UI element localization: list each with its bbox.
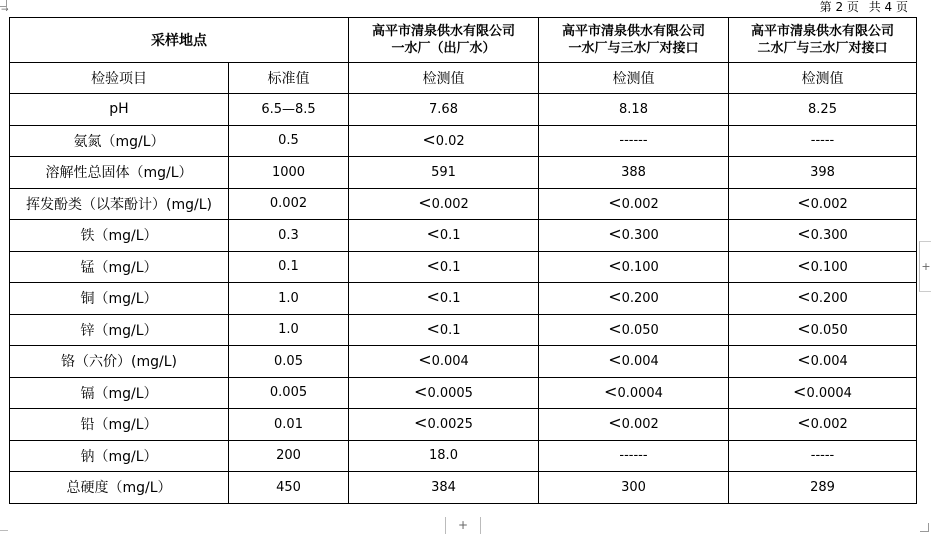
column-header-item[interactable]: 检验项目	[10, 63, 229, 94]
cell-value: 0.300	[810, 228, 848, 244]
cell-value: 398	[810, 164, 835, 180]
company-header-1[interactable]: 高平市清泉供水有限公司 一水厂（出厂水）	[349, 18, 539, 63]
cell-value: 铬（六价）(mg/L)	[61, 354, 177, 371]
item-name-cell[interactable]	[10, 251, 229, 283]
less-than-symbol: <	[604, 381, 618, 401]
cell-value: 铜（mg/L）	[80, 291, 158, 308]
measured-value-cell-2[interactable]	[539, 409, 729, 441]
less-than-symbol: <	[418, 350, 432, 370]
item-name-cell[interactable]	[10, 125, 229, 157]
cell-value: 0.200	[810, 291, 848, 307]
measured-value-cell-2[interactable]	[539, 314, 729, 346]
item-name-cell[interactable]	[10, 409, 229, 441]
less-than-symbol: <	[414, 381, 428, 401]
measured-value-cell-3[interactable]	[729, 377, 917, 409]
measured-value-cell-2[interactable]	[539, 283, 729, 315]
cell-value: 0.1	[278, 259, 299, 275]
table-row	[10, 188, 917, 220]
cell-value: 0.004	[431, 354, 469, 370]
cell-value: 锌（mg/L）	[80, 322, 158, 339]
cell-value: pH	[109, 101, 129, 118]
cell-value: 0.01	[274, 416, 303, 432]
cell-value: 0.5	[278, 133, 299, 149]
cell-value: 镉（mg/L）	[80, 385, 158, 402]
measured-value-cell-2[interactable]	[539, 188, 729, 220]
table-row	[10, 125, 917, 157]
item-name-cell[interactable]	[10, 94, 229, 126]
less-than-symbol: <	[426, 224, 440, 244]
cell-value: 0.100	[810, 259, 848, 275]
cell-value: 0.005	[269, 385, 308, 401]
measured-value-cell-1[interactable]	[349, 472, 539, 504]
cell-value: 0.050	[621, 322, 659, 338]
cell-value: 0.004	[621, 354, 659, 370]
table-row	[10, 94, 917, 126]
cell-value: 0.004	[810, 354, 848, 370]
resize-handle-icon[interactable]	[920, 523, 929, 532]
less-than-symbol: <	[797, 224, 811, 244]
cell-value: 8.18	[619, 101, 648, 117]
cell-value: 1.0	[278, 290, 299, 306]
less-than-symbol: <	[426, 255, 440, 275]
measured-value-cell-3[interactable]	[729, 409, 917, 441]
cell-value: 0.1	[439, 259, 461, 275]
column-header-standard[interactable]: 标准值	[229, 63, 349, 94]
measured-value-cell-1[interactable]	[349, 188, 539, 220]
cell-value: 铅（mg/L）	[80, 417, 158, 434]
cell-value: 289	[810, 479, 835, 495]
company-header-2[interactable]: 高平市清泉供水有限公司 一水厂与三水厂对接口	[539, 18, 729, 63]
page-current: 第 2 页	[819, 0, 859, 14]
item-name-cell[interactable]	[10, 346, 229, 378]
item-name-cell[interactable]	[10, 440, 229, 472]
standard-value-cell[interactable]	[229, 377, 349, 409]
measured-value-cell-1[interactable]	[349, 440, 539, 472]
add-column-button[interactable]: +	[919, 241, 931, 292]
less-than-symbol: <	[797, 318, 811, 338]
cell-value: 0.02	[435, 133, 465, 149]
table-row	[10, 440, 917, 472]
measured-value-cell-1[interactable]	[349, 377, 539, 409]
standard-value-cell[interactable]	[229, 440, 349, 472]
measured-value-cell-2[interactable]	[539, 440, 729, 472]
measured-value-cell-1[interactable]	[349, 409, 539, 441]
cell-value: 200	[276, 448, 301, 464]
cell-value: 挥发酚类（以苯酚计）(mg/L)	[26, 196, 212, 213]
measured-value-cell-3[interactable]	[729, 157, 917, 189]
cell-value: -----	[810, 133, 835, 149]
standard-value-cell[interactable]	[229, 157, 349, 189]
measured-value-cell-3[interactable]	[729, 314, 917, 346]
table-row	[10, 220, 917, 252]
cell-value: 1000	[271, 164, 306, 180]
less-than-symbol: <	[797, 413, 811, 433]
measured-value-cell-1[interactable]	[349, 314, 539, 346]
cell-value: 0.1	[439, 291, 461, 307]
less-than-symbol: <	[608, 192, 622, 212]
cell-value: 8.25	[808, 101, 837, 117]
cell-value: 铁（mg/L）	[80, 228, 158, 245]
column-header-value-3[interactable]: 检测值	[729, 63, 917, 94]
cell-value: 0.1	[439, 322, 461, 338]
measured-value-cell-1[interactable]	[349, 346, 539, 378]
less-than-symbol: <	[422, 129, 436, 149]
water-quality-table	[9, 17, 917, 504]
column-header-value-1[interactable]: 检测值	[349, 63, 539, 94]
measured-value-cell-2[interactable]	[539, 125, 729, 157]
cell-value: 0.002	[431, 196, 469, 212]
measured-value-cell-3[interactable]	[729, 346, 917, 378]
measured-value-cell-3[interactable]	[729, 472, 917, 504]
item-name-cell[interactable]	[10, 283, 229, 315]
measured-value-cell-3[interactable]	[729, 283, 917, 315]
less-than-symbol: <	[418, 192, 432, 212]
column-header-row	[10, 63, 917, 94]
less-than-symbol: <	[608, 413, 622, 433]
measured-value-cell-3[interactable]	[729, 125, 917, 157]
cell-value: 300	[621, 479, 646, 495]
cell-value: 0.200	[621, 291, 659, 307]
company-header-3[interactable]: 高平市清泉供水有限公司 二水厂与三水厂对接口	[729, 18, 917, 63]
measured-value-cell-2[interactable]	[539, 251, 729, 283]
less-than-symbol: <	[797, 287, 811, 307]
table-row	[10, 283, 917, 315]
item-name-cell[interactable]	[10, 220, 229, 252]
item-name-cell[interactable]	[10, 377, 229, 409]
cell-value: 溶解性总固体（mg/L）	[45, 165, 193, 182]
table-row	[10, 157, 917, 189]
page-total: 共 4 页	[868, 0, 908, 14]
less-than-symbol: <	[608, 224, 622, 244]
measured-value-cell-3[interactable]	[729, 188, 917, 220]
less-than-symbol: <	[797, 192, 811, 212]
cell-value: 0.100	[621, 259, 659, 275]
table-row	[10, 472, 917, 504]
measured-value-cell-1[interactable]	[349, 283, 539, 315]
item-name-cell[interactable]	[10, 157, 229, 189]
cell-value: 0.0004	[617, 385, 663, 401]
measured-value-cell-3[interactable]	[729, 94, 917, 126]
cell-value: 0.300	[621, 228, 659, 244]
cell-value: 0.050	[810, 322, 848, 338]
cell-value: 0.002	[621, 417, 659, 433]
table-row	[10, 314, 917, 346]
cell-value: 0.002	[269, 196, 308, 212]
cell-value: 0.002	[810, 417, 848, 433]
item-name-cell[interactable]	[10, 314, 229, 346]
measured-value-cell-2[interactable]	[539, 377, 729, 409]
cell-value: 0.0004	[806, 385, 852, 401]
cell-value: -----	[810, 448, 835, 464]
item-name-cell[interactable]	[10, 472, 229, 504]
cell-value: 总硬度（mg/L）	[66, 480, 172, 497]
measured-value-cell-1[interactable]	[349, 94, 539, 126]
table-row	[10, 346, 917, 378]
less-than-symbol: <	[608, 318, 622, 338]
standard-value-cell[interactable]	[229, 346, 349, 378]
less-than-symbol: <	[414, 413, 428, 433]
cell-value: ------	[619, 133, 648, 149]
measured-value-cell-3[interactable]	[729, 220, 917, 252]
less-than-symbol: <	[797, 255, 811, 275]
standard-value-cell[interactable]	[229, 251, 349, 283]
cell-value: 450	[276, 479, 301, 495]
cell-value: 0.0005	[427, 385, 473, 401]
arrow-right-icon: →	[1, 5, 9, 15]
less-than-symbol: <	[426, 318, 440, 338]
less-than-symbol: <	[426, 287, 440, 307]
cell-value: 7.68	[429, 101, 458, 117]
cell-value: 0.05	[274, 353, 303, 369]
standard-value-cell[interactable]	[229, 409, 349, 441]
sampling-site-header[interactable]: 采样地点	[10, 18, 349, 63]
cell-value: 0.0025	[427, 417, 473, 433]
cell-value: 384	[431, 479, 456, 495]
cell-value: 钠（mg/L）	[80, 448, 158, 465]
less-than-symbol: <	[608, 255, 622, 275]
cell-value: 锰（mg/L）	[80, 259, 158, 276]
measured-value-cell-2[interactable]	[539, 220, 729, 252]
cell-value: 6.5—8.5	[261, 101, 316, 117]
standard-value-cell[interactable]	[229, 94, 349, 126]
cell-value: ------	[619, 448, 648, 464]
less-than-symbol: <	[793, 381, 807, 401]
cell-value: 1.0	[278, 322, 299, 338]
item-name-cell[interactable]	[10, 188, 229, 220]
measured-value-cell-1[interactable]	[349, 157, 539, 189]
measured-value-cell-3[interactable]	[729, 440, 917, 472]
cell-value: 0.002	[810, 196, 848, 212]
measured-value-cell-1[interactable]	[349, 220, 539, 252]
cell-value: 0.002	[621, 196, 659, 212]
cell-value: 18.0	[429, 448, 458, 464]
measured-value-cell-2[interactable]	[539, 157, 729, 189]
page-indicator	[814, 0, 908, 14]
margin-mark	[0, 530, 8, 531]
add-row-button[interactable]: +	[445, 517, 481, 534]
table-row	[10, 377, 917, 409]
table-header-row	[10, 18, 917, 63]
measured-value-cell-1[interactable]	[349, 125, 539, 157]
less-than-symbol: <	[608, 287, 622, 307]
measured-value-cell-2[interactable]	[539, 346, 729, 378]
cell-value: 0.1	[439, 228, 461, 244]
standard-value-cell[interactable]	[229, 125, 349, 157]
less-than-symbol: <	[797, 350, 811, 370]
column-header-value-2[interactable]: 检测值	[539, 63, 729, 94]
cell-value: 591	[431, 164, 456, 180]
cell-value: 0.3	[278, 227, 299, 243]
table-row	[10, 409, 917, 441]
measured-value-cell-2[interactable]	[539, 472, 729, 504]
standard-value-cell[interactable]	[229, 472, 349, 504]
cell-value: 388	[621, 164, 646, 180]
measured-value-cell-1[interactable]	[349, 251, 539, 283]
measured-value-cell-3[interactable]	[729, 251, 917, 283]
standard-value-cell[interactable]	[229, 220, 349, 252]
measured-value-cell-2[interactable]	[539, 94, 729, 126]
standard-value-cell[interactable]	[229, 188, 349, 220]
standard-value-cell[interactable]	[229, 314, 349, 346]
cell-value: 氨氮（mg/L）	[73, 133, 165, 150]
table-row	[10, 251, 917, 283]
less-than-symbol: <	[608, 350, 622, 370]
standard-value-cell[interactable]	[229, 283, 349, 315]
